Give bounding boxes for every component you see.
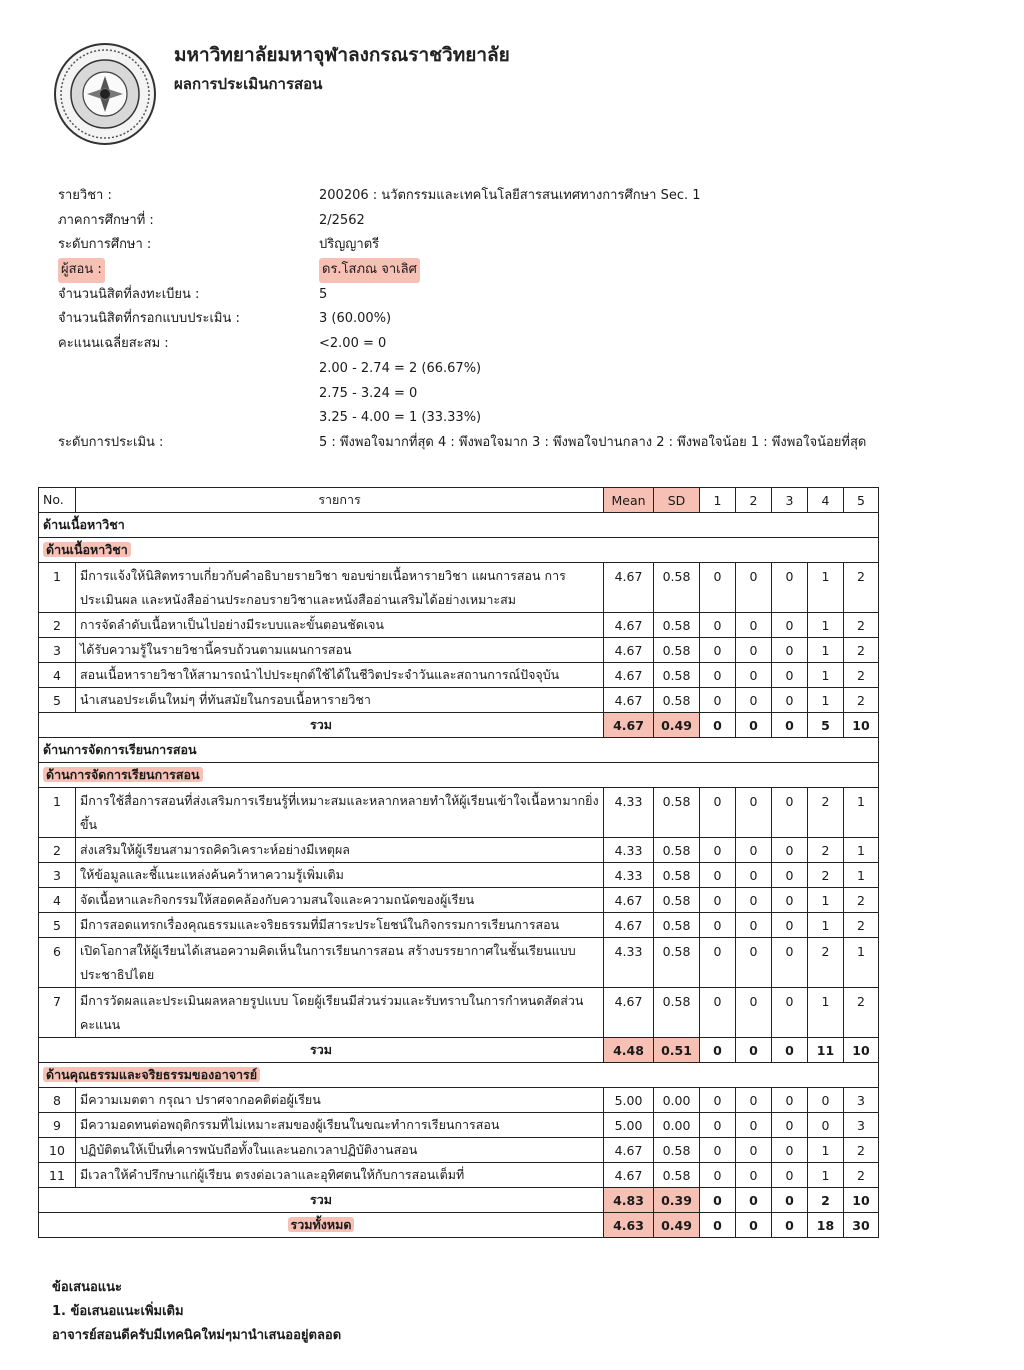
level-label: ระดับการศึกษา : bbox=[58, 237, 152, 253]
row-score-4: 2 bbox=[808, 788, 844, 838]
section-sum-row bbox=[39, 1188, 879, 1213]
table-row bbox=[39, 563, 879, 613]
row-no: 4 bbox=[39, 888, 76, 913]
section-subtitle-text: ด้านการจัดการเรียนการสอน bbox=[43, 767, 203, 782]
table-row bbox=[39, 988, 879, 1038]
row-score-2: 0 bbox=[736, 888, 772, 913]
row-score-1: 0 bbox=[700, 563, 736, 613]
row-sd: 0.58 bbox=[654, 938, 700, 988]
grand-total-score-3: 0 bbox=[772, 1213, 808, 1238]
row-score-1: 0 bbox=[700, 1113, 736, 1138]
row-score-3: 0 bbox=[772, 938, 808, 988]
row-no: 11 bbox=[39, 1163, 76, 1188]
row-sd: 0.58 bbox=[654, 888, 700, 913]
section-title-row bbox=[39, 1063, 879, 1088]
row-score-1: 0 bbox=[700, 613, 736, 638]
table-row bbox=[39, 938, 879, 988]
row-score-5: 1 bbox=[844, 788, 879, 838]
table-row bbox=[39, 663, 879, 688]
row-mean: 4.33 bbox=[604, 938, 654, 988]
sum-score-3: 0 bbox=[772, 1038, 808, 1063]
row-score-2: 0 bbox=[736, 563, 772, 613]
row-score-2: 0 bbox=[736, 688, 772, 713]
sum-score-1: 0 bbox=[700, 1038, 736, 1063]
row-item: ปฏิบัติตนให้เป็นที่เคารพนับถือทั้งในและนอกเวลาปฏิบัติงานสอน bbox=[76, 1138, 604, 1163]
row-mean: 4.67 bbox=[604, 1163, 654, 1188]
row-score-1: 0 bbox=[700, 1163, 736, 1188]
table-row bbox=[39, 838, 879, 863]
gpa-label: คะแนนเฉลี่ยสะสม : bbox=[58, 336, 169, 352]
course-label: รายวิชา : bbox=[58, 188, 112, 203]
course-value: 200206 : นวัตกรรมและเทคโนโลยีสารสนเทศทางการศึกษา Sec. 1 bbox=[319, 188, 701, 203]
row-score-3: 0 bbox=[772, 688, 808, 713]
row-score-1: 0 bbox=[700, 788, 736, 838]
row-mean: 4.67 bbox=[604, 663, 654, 688]
grand-total-score-2: 0 bbox=[736, 1213, 772, 1238]
row-score-3: 0 bbox=[772, 988, 808, 1038]
row-score-1: 0 bbox=[700, 1088, 736, 1113]
row-score-1: 0 bbox=[700, 638, 736, 663]
row-sd: 0.58 bbox=[654, 563, 700, 613]
row-score-2: 0 bbox=[736, 863, 772, 888]
header-item: รายการ bbox=[76, 488, 604, 513]
sum-score-5: 10 bbox=[844, 1038, 879, 1063]
row-score-4: 1 bbox=[808, 663, 844, 688]
sum-score-4: 2 bbox=[808, 1188, 844, 1213]
row-no: 2 bbox=[39, 838, 76, 863]
enrolled-value: 5 bbox=[319, 286, 328, 302]
row-mean: 4.67 bbox=[604, 638, 654, 663]
sum-score-1: 0 bbox=[700, 713, 736, 738]
row-no: 3 bbox=[39, 863, 76, 888]
row-item: มีการใช้สื่อการสอนที่ส่งเสริมการเรียนรู้ที่เหมาะสมและหลากหลายทำให้ผู้เรียนเข้าใจเนื้อหามากยิ่งขึ้น bbox=[76, 788, 604, 838]
row-score-5: 2 bbox=[844, 1138, 879, 1163]
row-sd: 0.58 bbox=[654, 863, 700, 888]
responded-value: 3 (60.00%) bbox=[319, 311, 392, 327]
section-subtitle bbox=[39, 763, 879, 788]
sum-score-2: 0 bbox=[736, 1038, 772, 1063]
row-item: การจัดลำดับเนื้อหาเป็นไปอย่างมีระบบและขั้นตอนชัดเจน bbox=[76, 613, 604, 638]
header-score-1: 1 bbox=[700, 488, 736, 513]
row-sd: 0.58 bbox=[654, 788, 700, 838]
row-score-2: 0 bbox=[736, 838, 772, 863]
table-row bbox=[39, 613, 879, 638]
section-sum-row bbox=[39, 1038, 879, 1063]
sum-score-5: 10 bbox=[844, 1188, 879, 1213]
row-score-4: 2 bbox=[808, 938, 844, 988]
info-row-gpa bbox=[58, 332, 958, 357]
row-item: ให้ข้อมูลและชี้แนะแหล่งค้นคว้าหาความรู้เพิ่มเติม bbox=[76, 863, 604, 888]
section-title-row bbox=[39, 738, 879, 763]
row-score-3: 0 bbox=[772, 1163, 808, 1188]
row-no: 5 bbox=[39, 913, 76, 938]
row-sd: 0.58 bbox=[654, 638, 700, 663]
row-score-3: 0 bbox=[772, 1138, 808, 1163]
suggestions-heading: ข้อเสนอแนะ bbox=[52, 1280, 123, 1295]
row-score-4: 1 bbox=[808, 1163, 844, 1188]
header-score-3: 3 bbox=[772, 488, 808, 513]
sum-mean: 4.48 bbox=[604, 1038, 654, 1063]
row-score-2: 0 bbox=[736, 1138, 772, 1163]
sum-score-3: 0 bbox=[772, 1188, 808, 1213]
row-score-4: 1 bbox=[808, 888, 844, 913]
row-score-1: 0 bbox=[700, 938, 736, 988]
grand-total-score-5: 30 bbox=[844, 1213, 879, 1238]
row-score-5: 2 bbox=[844, 888, 879, 913]
info-row-gpa-2 bbox=[58, 357, 958, 382]
row-mean: 4.67 bbox=[604, 1138, 654, 1163]
sum-mean: 4.83 bbox=[604, 1188, 654, 1213]
section-title-row bbox=[39, 513, 879, 538]
row-score-4: 1 bbox=[808, 563, 844, 613]
gpa-line: 2.75 - 3.24 = 0 bbox=[319, 385, 418, 401]
row-score-3: 0 bbox=[772, 838, 808, 863]
section-subtitle-text: ด้านเนื้อหาวิชา bbox=[43, 542, 131, 557]
header-sd: SD bbox=[654, 488, 700, 513]
evaluation-table bbox=[38, 487, 879, 1238]
sum-sd: 0.51 bbox=[654, 1038, 700, 1063]
scale-label: ระดับการประเมิน : bbox=[58, 434, 164, 450]
row-no: 9 bbox=[39, 1113, 76, 1138]
row-mean: 4.67 bbox=[604, 688, 654, 713]
row-score-4: 1 bbox=[808, 913, 844, 938]
suggestion-comment: อาจารย์สอนดีครับมีเทคนิคใหม่ๆมานำเสนออยู่ตลอด bbox=[52, 1328, 342, 1343]
responded-label: จำนวนนิสิตที่กรอกแบบประเมิน : bbox=[58, 311, 240, 327]
row-item: มีการสอดแทรกเรื่องคุณธรรมและจริยธรรมที่มีสาระประโยชน์ในกิจกรรมการเรียนการสอน bbox=[76, 913, 604, 938]
row-sd: 0.58 bbox=[654, 663, 700, 688]
row-score-1: 0 bbox=[700, 863, 736, 888]
sum-mean: 4.67 bbox=[604, 713, 654, 738]
row-no: 6 bbox=[39, 938, 76, 988]
info-row-instructor bbox=[58, 258, 958, 283]
row-score-2: 0 bbox=[736, 1163, 772, 1188]
course-info bbox=[58, 184, 958, 456]
table-row bbox=[39, 863, 879, 888]
info-row-gpa-4 bbox=[58, 406, 958, 431]
sum-score-1: 0 bbox=[700, 1188, 736, 1213]
row-sd: 0.00 bbox=[654, 1088, 700, 1113]
row-mean: 4.67 bbox=[604, 613, 654, 638]
table-row bbox=[39, 788, 879, 838]
gpa-line: <2.00 = 0 bbox=[319, 336, 387, 352]
row-mean: 5.00 bbox=[604, 1113, 654, 1138]
grand-total-score-1: 0 bbox=[700, 1213, 736, 1238]
sum-score-4: 11 bbox=[808, 1038, 844, 1063]
university-seal-logo bbox=[53, 42, 157, 146]
row-score-5: 2 bbox=[844, 688, 879, 713]
section-subtitle-row bbox=[39, 538, 879, 563]
row-score-5: 2 bbox=[844, 988, 879, 1038]
suggestions-section bbox=[52, 1276, 341, 1348]
sum-label: รวม bbox=[39, 1188, 604, 1213]
info-row-level bbox=[58, 233, 958, 258]
row-score-2: 0 bbox=[736, 1113, 772, 1138]
row-score-2: 0 bbox=[736, 1088, 772, 1113]
row-score-1: 0 bbox=[700, 988, 736, 1038]
row-score-5: 2 bbox=[844, 613, 879, 638]
row-no: 7 bbox=[39, 988, 76, 1038]
row-score-2: 0 bbox=[736, 613, 772, 638]
row-sd: 0.58 bbox=[654, 988, 700, 1038]
row-score-1: 0 bbox=[700, 913, 736, 938]
section-subtitle bbox=[39, 538, 879, 563]
row-score-2: 0 bbox=[736, 788, 772, 838]
info-row-scale bbox=[58, 431, 958, 456]
row-mean: 4.33 bbox=[604, 838, 654, 863]
suggestions-subheading: 1. ข้อเสนอแนะเพิ่มเติม bbox=[52, 1304, 184, 1319]
table-row bbox=[39, 888, 879, 913]
row-mean: 5.00 bbox=[604, 1088, 654, 1113]
sum-score-3: 0 bbox=[772, 713, 808, 738]
row-score-5: 2 bbox=[844, 563, 879, 613]
sum-score-5: 10 bbox=[844, 713, 879, 738]
grand-total-sd: 0.49 bbox=[654, 1213, 700, 1238]
university-name: มหาวิทยาลัยมหาจุฬาลงกรณราชวิทยาลัย bbox=[174, 44, 510, 66]
section-subtitle-row bbox=[39, 763, 879, 788]
row-score-5: 2 bbox=[844, 638, 879, 663]
row-score-5: 2 bbox=[844, 1163, 879, 1188]
row-mean: 4.67 bbox=[604, 988, 654, 1038]
row-item: มีความเมตตา กรุณา ปราศจากอคติต่อผู้เรียน bbox=[76, 1088, 604, 1113]
table-row bbox=[39, 1138, 879, 1163]
row-no: 10 bbox=[39, 1138, 76, 1163]
header-score-4: 4 bbox=[808, 488, 844, 513]
row-item: ส่งเสริมให้ผู้เรียนสามารถคิดวิเคราะห์อย่างมีเหตุผล bbox=[76, 838, 604, 863]
row-no: 1 bbox=[39, 788, 76, 838]
row-score-3: 0 bbox=[772, 913, 808, 938]
row-score-4: 2 bbox=[808, 838, 844, 863]
table-header-row bbox=[39, 488, 879, 513]
row-score-5: 1 bbox=[844, 863, 879, 888]
row-score-5: 1 bbox=[844, 938, 879, 988]
info-row-semester bbox=[58, 209, 958, 234]
enrolled-label: จำนวนนิสิตที่ลงทะเบียน : bbox=[58, 286, 200, 302]
info-row-gpa-3 bbox=[58, 382, 958, 407]
row-score-3: 0 bbox=[772, 788, 808, 838]
sum-sd: 0.39 bbox=[654, 1188, 700, 1213]
row-item: มีเวลาให้คำปรึกษาแก่ผู้เรียน ตรงต่อเวลาและอุทิศตนให้กับการสอนเต็มที่ bbox=[76, 1163, 604, 1188]
row-sd: 0.58 bbox=[654, 913, 700, 938]
header-score-2: 2 bbox=[736, 488, 772, 513]
table-body bbox=[39, 513, 879, 1238]
row-score-1: 0 bbox=[700, 1138, 736, 1163]
sum-score-2: 0 bbox=[736, 1188, 772, 1213]
row-score-2: 0 bbox=[736, 663, 772, 688]
info-row-course bbox=[58, 184, 958, 209]
row-score-4: 1 bbox=[808, 638, 844, 663]
row-sd: 0.00 bbox=[654, 1113, 700, 1138]
row-score-2: 0 bbox=[736, 938, 772, 988]
row-mean: 4.67 bbox=[604, 563, 654, 613]
header-mean: Mean bbox=[604, 488, 654, 513]
row-no: 1 bbox=[39, 563, 76, 613]
row-no: 4 bbox=[39, 663, 76, 688]
section-sum-row bbox=[39, 713, 879, 738]
row-score-5: 3 bbox=[844, 1113, 879, 1138]
row-score-1: 0 bbox=[700, 663, 736, 688]
row-mean: 4.67 bbox=[604, 913, 654, 938]
row-score-2: 0 bbox=[736, 913, 772, 938]
row-score-1: 0 bbox=[700, 888, 736, 913]
row-item: จัดเนื้อหาและกิจกรรมให้สอดคล้องกับความสนใจและความถนัดของผู้เรียน bbox=[76, 888, 604, 913]
row-score-1: 0 bbox=[700, 838, 736, 863]
gpa-line: 3.25 - 4.00 = 1 (33.33%) bbox=[319, 410, 482, 426]
level-value: ปริญญาตรี bbox=[319, 237, 380, 253]
table-row bbox=[39, 1163, 879, 1188]
grand-total-label: รวมทั้งหมด bbox=[288, 1217, 355, 1232]
instructor-label: ผู้สอน : bbox=[58, 258, 105, 283]
table-row bbox=[39, 913, 879, 938]
row-score-5: 2 bbox=[844, 913, 879, 938]
grand-total-score-4: 18 bbox=[808, 1213, 844, 1238]
row-score-2: 0 bbox=[736, 638, 772, 663]
row-score-4: 2 bbox=[808, 863, 844, 888]
info-row-enrolled bbox=[58, 283, 958, 308]
semester-value: 2/2562 bbox=[319, 212, 365, 228]
semester-label: ภาคการศึกษาที่ : bbox=[58, 212, 154, 228]
row-score-5: 2 bbox=[844, 663, 879, 688]
row-item: นำเสนอประเด็นใหม่ๆ ที่ทันสมัยในกรอบเนื้อหารายวิชา bbox=[76, 688, 604, 713]
table-row bbox=[39, 1113, 879, 1138]
row-mean: 4.67 bbox=[604, 888, 654, 913]
row-no: 2 bbox=[39, 613, 76, 638]
row-item: มีการแจ้งให้นิสิตทราบเกี่ยวกับคำอธิบายรายวิชา ขอบข่ายเนื้อหารายวิชา แผนการสอน การประเมินผล และหนังสืออ่านประกอบรายวิชาและหนังสืออ่านเสริมได้อย่างเหมาะสม bbox=[76, 563, 604, 613]
row-no: 3 bbox=[39, 638, 76, 663]
sum-score-4: 5 bbox=[808, 713, 844, 738]
section-title-text: ด้านคุณธรรมและจริยธรรมของอาจารย์ bbox=[43, 1067, 260, 1082]
document-title: ผลการประเมินการสอน bbox=[174, 75, 323, 93]
table-row bbox=[39, 638, 879, 663]
row-sd: 0.58 bbox=[654, 688, 700, 713]
section-title bbox=[39, 1063, 879, 1088]
row-item: ได้รับความรู้ในรายวิชานี้ครบถ้วนตามแผนการสอน bbox=[76, 638, 604, 663]
header-score-5: 5 bbox=[844, 488, 879, 513]
row-no: 5 bbox=[39, 688, 76, 713]
row-score-5: 3 bbox=[844, 1088, 879, 1113]
grand-total-row bbox=[39, 1213, 879, 1238]
scale-value: 5 : พึงพอใจมากที่สุด 4 : พึงพอใจมาก 3 : พึงพอใจปานกลาง 2 : พึงพอใจน้อย 1 : พึงพอใจน้อยที่สุด bbox=[319, 434, 867, 450]
table-row bbox=[39, 1088, 879, 1113]
row-sd: 0.58 bbox=[654, 838, 700, 863]
row-no: 8 bbox=[39, 1088, 76, 1113]
header-no: No. bbox=[39, 488, 76, 513]
row-item: สอนเนื้อหารายวิชาให้สามารถนำไปประยุกต์ใช้ได้ในชีวิตประจำวันและสถานการณ์ปัจจุบัน bbox=[76, 663, 604, 688]
row-score-3: 0 bbox=[772, 663, 808, 688]
row-score-3: 0 bbox=[772, 888, 808, 913]
sum-label: รวม bbox=[39, 1038, 604, 1063]
row-score-3: 0 bbox=[772, 1088, 808, 1113]
row-score-4: 1 bbox=[808, 688, 844, 713]
row-item: มีความอดทนต่อพฤติกรรมที่ไม่เหมาะสมของผู้เรียนในขณะทำการเรียนการสอน bbox=[76, 1113, 604, 1138]
sum-sd: 0.49 bbox=[654, 713, 700, 738]
table-row bbox=[39, 688, 879, 713]
instructor-value: ดร.โสภณ จาเลิศ bbox=[319, 258, 420, 283]
row-score-5: 1 bbox=[844, 838, 879, 863]
info-row-responded bbox=[58, 307, 958, 332]
row-score-3: 0 bbox=[772, 613, 808, 638]
row-score-4: 0 bbox=[808, 1088, 844, 1113]
grand-total-mean: 4.63 bbox=[604, 1213, 654, 1238]
grand-total-label-cell bbox=[39, 1213, 604, 1238]
row-item: มีการวัดผลและประเมินผลหลายรูปแบบ โดยผู้เรียนมีส่วนร่วมและรับทราบในการกำหนดสัดส่วนคะแนน bbox=[76, 988, 604, 1038]
row-score-1: 0 bbox=[700, 688, 736, 713]
row-score-3: 0 bbox=[772, 638, 808, 663]
section-title: ด้านเนื้อหาวิชา bbox=[39, 513, 879, 538]
row-score-4: 1 bbox=[808, 988, 844, 1038]
row-score-4: 0 bbox=[808, 1113, 844, 1138]
gpa-line: 2.00 - 2.74 = 2 (66.67%) bbox=[319, 360, 482, 376]
row-score-2: 0 bbox=[736, 988, 772, 1038]
row-score-4: 1 bbox=[808, 1138, 844, 1163]
row-item: เปิดโอกาสให้ผู้เรียนได้เสนอความคิดเห็นในการเรียนการสอน สร้างบรรยากาศในชั้นเรียนแบบประชาธิปไตย bbox=[76, 938, 604, 988]
row-score-3: 0 bbox=[772, 863, 808, 888]
sum-score-2: 0 bbox=[736, 713, 772, 738]
row-sd: 0.58 bbox=[654, 613, 700, 638]
row-score-3: 0 bbox=[772, 1113, 808, 1138]
row-score-3: 0 bbox=[772, 563, 808, 613]
row-mean: 4.33 bbox=[604, 863, 654, 888]
sum-label: รวม bbox=[39, 713, 604, 738]
row-score-4: 1 bbox=[808, 613, 844, 638]
section-title: ด้านการจัดการเรียนการสอน bbox=[39, 738, 879, 763]
row-sd: 0.58 bbox=[654, 1163, 700, 1188]
evaluation-table-wrapper bbox=[38, 487, 879, 1238]
row-sd: 0.58 bbox=[654, 1138, 700, 1163]
row-mean: 4.33 bbox=[604, 788, 654, 838]
